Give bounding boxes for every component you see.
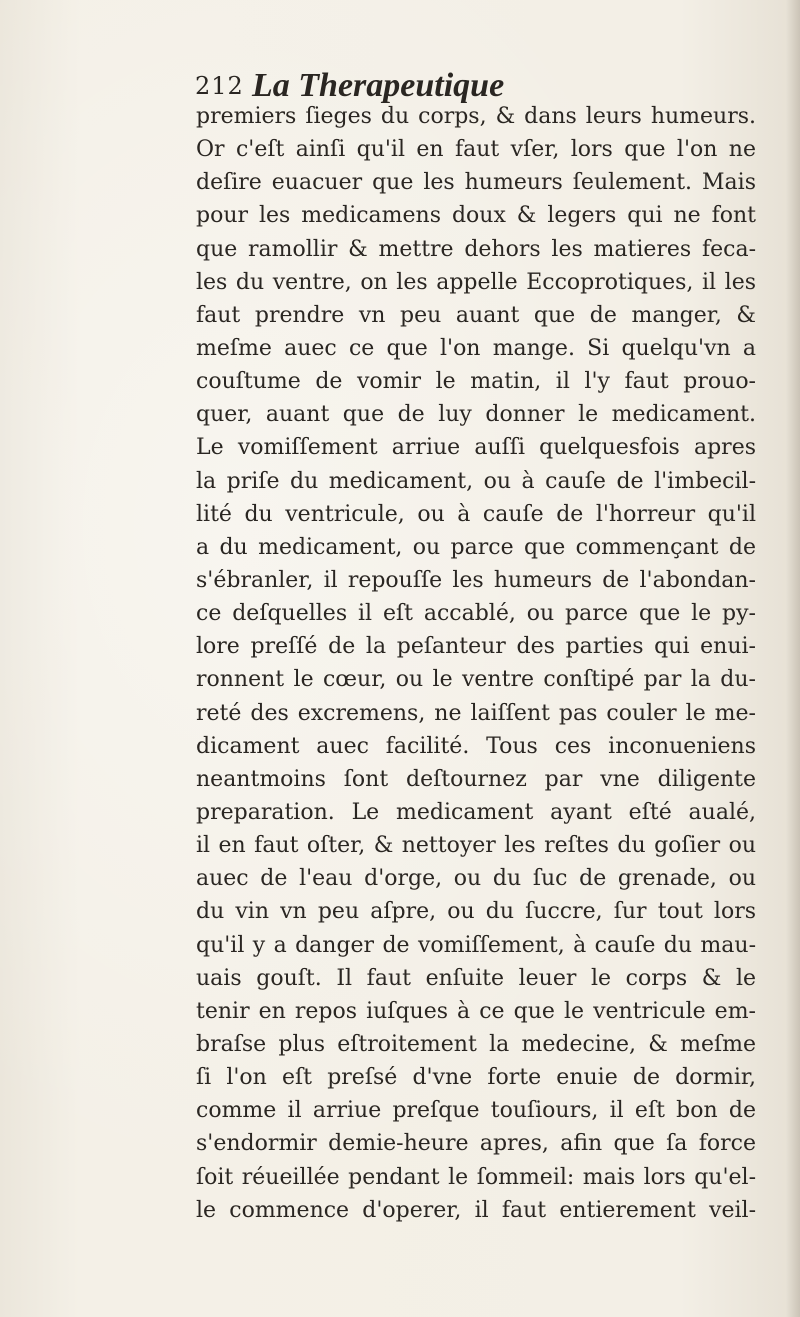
text-line: que ramollir & mettre dehors les matieres feca- (196, 236, 756, 262)
text-line: a du medicament, ou parce que commençant de (196, 534, 756, 560)
text-line: Or c'eſt ainſi qu'il en faut vſer, lors que l'on ne (196, 137, 756, 163)
text-line: du vin vn peu aſpre, ou du ſuccre, ſur tout lors (196, 899, 756, 925)
text-line: neantmoins ſont deſtournez par vne diligente (196, 766, 756, 792)
text-line: preparation. Le medicament ayant eſté aualé, (196, 799, 756, 825)
text-line: couſtume de vomir le matin, il l'y faut prouo- (196, 369, 756, 395)
text-line: reté des excremens, ne laiſſent pas couler le me- (196, 700, 756, 726)
text-line: s'ébranler, il repouſſe les humeurs de l'abondan- (196, 567, 756, 593)
text-line: ce deſquelles il eſt accablé, ou parce que le py- (196, 601, 756, 627)
text-line: quer, auant que de luy donner le medicament. (196, 402, 756, 428)
text-line: auec de l'eau d'orge, ou du ſuc de grenade, ou (196, 866, 756, 892)
text-line: ſi l'on eſt preſsé d'vne forte enuie de dormir, (196, 1065, 756, 1091)
running-title: La Therapeutique (252, 67, 505, 104)
text-line: faut prendre vn peu auant que de manger, & (196, 302, 756, 328)
text-line: uais gouſt. Il faut enſuite leuer le corps & le (196, 965, 756, 991)
text-line: qu'il y a danger de vomiſſement, à cauſe du mau- (196, 932, 756, 958)
text-line: les du ventre, on les appelle Eccoprotiques, il les (196, 269, 756, 295)
text-line: dicament auec facilité. Tous ces inconueniens (196, 733, 756, 759)
text-line: tenir en repos iuſques à ce que le ventricule em- (196, 998, 756, 1024)
text-line: la priſe du medicament, ou à cauſe de l'imbecil- (196, 468, 756, 494)
body-text (196, 100, 756, 1227)
text-line: comme il arriue preſque touſiours, il eſt bon de (196, 1098, 756, 1124)
text-line: braſse plus eſtroitement la medecine, & meſme (196, 1031, 756, 1057)
text-line: le commence d'operer, il faut entierement veil- (196, 1197, 756, 1223)
text-line: Le vomiſſement arriue auſſi quelquesfois apres (196, 435, 756, 461)
page-number: 212 (195, 72, 244, 100)
text-line: meſme auec ce que l'on mange. Si quelqu'vn a (196, 335, 756, 361)
text-line: premiers ſieges du corps, & dans leurs humeurs. (196, 104, 756, 129)
text-line: deſire euacuer que les humeurs ſeulement. Mais (196, 170, 756, 196)
text-line: ronnent le cœur, ou le ventre conſtipé par la du- (196, 667, 756, 693)
page-edge-shadow (786, 0, 800, 1317)
text-line: il en faut oſter, & nettoyer les reſtes du goſier ou (196, 833, 756, 859)
text-line: s'endormir demie-heure apres, afin que ſa force (196, 1131, 756, 1157)
text-line: ſoit réueillée pendant le ſommeil: mais lors qu'el- (196, 1164, 756, 1190)
text-line: lité du ventricule, ou à cauſe de l'horreur qu'il (196, 501, 756, 527)
text-line: lore preſſé de la peſanteur des parties qui enui- (196, 634, 756, 660)
text-line: pour les medicamens doux & legers qui ne font (196, 203, 756, 229)
